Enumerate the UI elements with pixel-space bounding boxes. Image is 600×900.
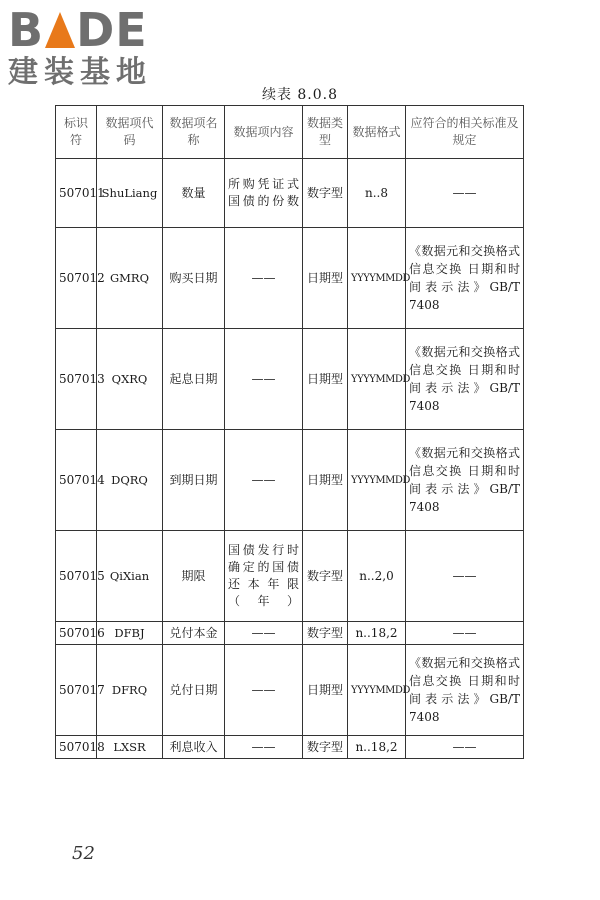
cell-type: 数字型	[303, 159, 348, 228]
cell-standard: ——	[406, 531, 524, 622]
cell-standard: 《数据元和交换格式 信息交换 日期和时间表示法》GB/T 7408	[406, 228, 524, 329]
cell-identifier: 507018	[56, 736, 97, 759]
cell-standard: ——	[406, 736, 524, 759]
cell-code: DFBJ	[97, 622, 163, 645]
cell-format: n..18,2	[348, 736, 406, 759]
cell-code: QiXian	[97, 531, 163, 622]
page-number: 52	[72, 843, 95, 864]
header-standard: 应符合的相关标准及规定	[406, 106, 524, 159]
cell-content: ——	[225, 736, 303, 759]
cell-content: ——	[225, 645, 303, 736]
cell-content: 国债发行时确定的国债还本年限（年）	[225, 531, 303, 622]
header-row	[56, 106, 524, 159]
cell-content: ——	[225, 228, 303, 329]
cell-type: 日期型	[303, 645, 348, 736]
cell-name: 兑付本金	[163, 622, 225, 645]
cell-identifier: 507013	[56, 329, 97, 430]
cell-name: 兑付日期	[163, 645, 225, 736]
cell-identifier: 507017	[56, 645, 97, 736]
cell-format: YYYYMMDD	[348, 329, 406, 430]
cell-name: 利息收入	[163, 736, 225, 759]
cell-name: 到期日期	[163, 430, 225, 531]
cell-content: 所购凭证式国债的份数	[225, 159, 303, 228]
cell-identifier: 507015	[56, 531, 97, 622]
table-row	[56, 531, 524, 622]
cell-code: GMRQ	[97, 228, 163, 329]
cell-content: ——	[225, 430, 303, 531]
table-row	[56, 228, 524, 329]
cell-format: YYYYMMDD	[348, 228, 406, 329]
cell-type: 数字型	[303, 531, 348, 622]
cell-code: DFRQ	[97, 645, 163, 736]
cell-identifier: 507011	[56, 159, 97, 228]
cell-type: 数字型	[303, 736, 348, 759]
table-row	[56, 622, 524, 645]
cell-name: 数量	[163, 159, 225, 228]
logo-wordmark: B DE	[8, 3, 148, 57]
header-name: 数据项名称	[163, 106, 225, 159]
cell-content: ——	[225, 329, 303, 430]
cell-code: ShuLiang	[97, 159, 163, 228]
table-row	[56, 159, 524, 228]
logo-subtitle: 建装基地	[8, 55, 152, 90]
table-caption: 续表 8.0.8	[261, 87, 339, 103]
cell-standard: 《数据元和交换格式 信息交换 日期和时间表示法》GB/T 7408	[406, 645, 524, 736]
cell-name: 期限	[163, 531, 225, 622]
cell-format: YYYYMMDD	[348, 430, 406, 531]
cell-standard: 《数据元和交换格式 信息交换 日期和时间表示法》GB/T 7408	[406, 430, 524, 531]
bade-logo	[8, 3, 178, 96]
table-row	[56, 645, 524, 736]
cell-identifier: 507016	[56, 622, 97, 645]
table-row	[56, 736, 524, 759]
cell-name: 起息日期	[163, 329, 225, 430]
cell-standard: 《数据元和交换格式 信息交换 日期和时间表示法》GB/T 7408	[406, 329, 524, 430]
table-row	[56, 329, 524, 430]
cell-code: QXRQ	[97, 329, 163, 430]
header-format: 数据格式	[348, 106, 406, 159]
header-content: 数据项内容	[225, 106, 303, 159]
data-element-table	[55, 105, 524, 759]
table-row	[56, 430, 524, 531]
cell-identifier: 507014	[56, 430, 97, 531]
cell-type: 数字型	[303, 622, 348, 645]
cell-format: n..8	[348, 159, 406, 228]
logo-triangle-icon	[45, 12, 75, 48]
cell-name: 购买日期	[163, 228, 225, 329]
cell-code: DQRQ	[97, 430, 163, 531]
cell-format: n..18,2	[348, 622, 406, 645]
cell-format: YYYYMMDD	[348, 645, 406, 736]
cell-identifier: 507012	[56, 228, 97, 329]
cell-type: 日期型	[303, 228, 348, 329]
cell-type: 日期型	[303, 329, 348, 430]
cell-standard: ——	[406, 622, 524, 645]
cell-standard: ——	[406, 159, 524, 228]
header-identifier: 标识符	[56, 106, 97, 159]
cell-format: n..2,0	[348, 531, 406, 622]
cell-content: ——	[225, 622, 303, 645]
cell-code: LXSR	[97, 736, 163, 759]
header-code: 数据项代码	[97, 106, 163, 159]
header-type: 数据类型	[303, 106, 348, 159]
cell-type: 日期型	[303, 430, 348, 531]
